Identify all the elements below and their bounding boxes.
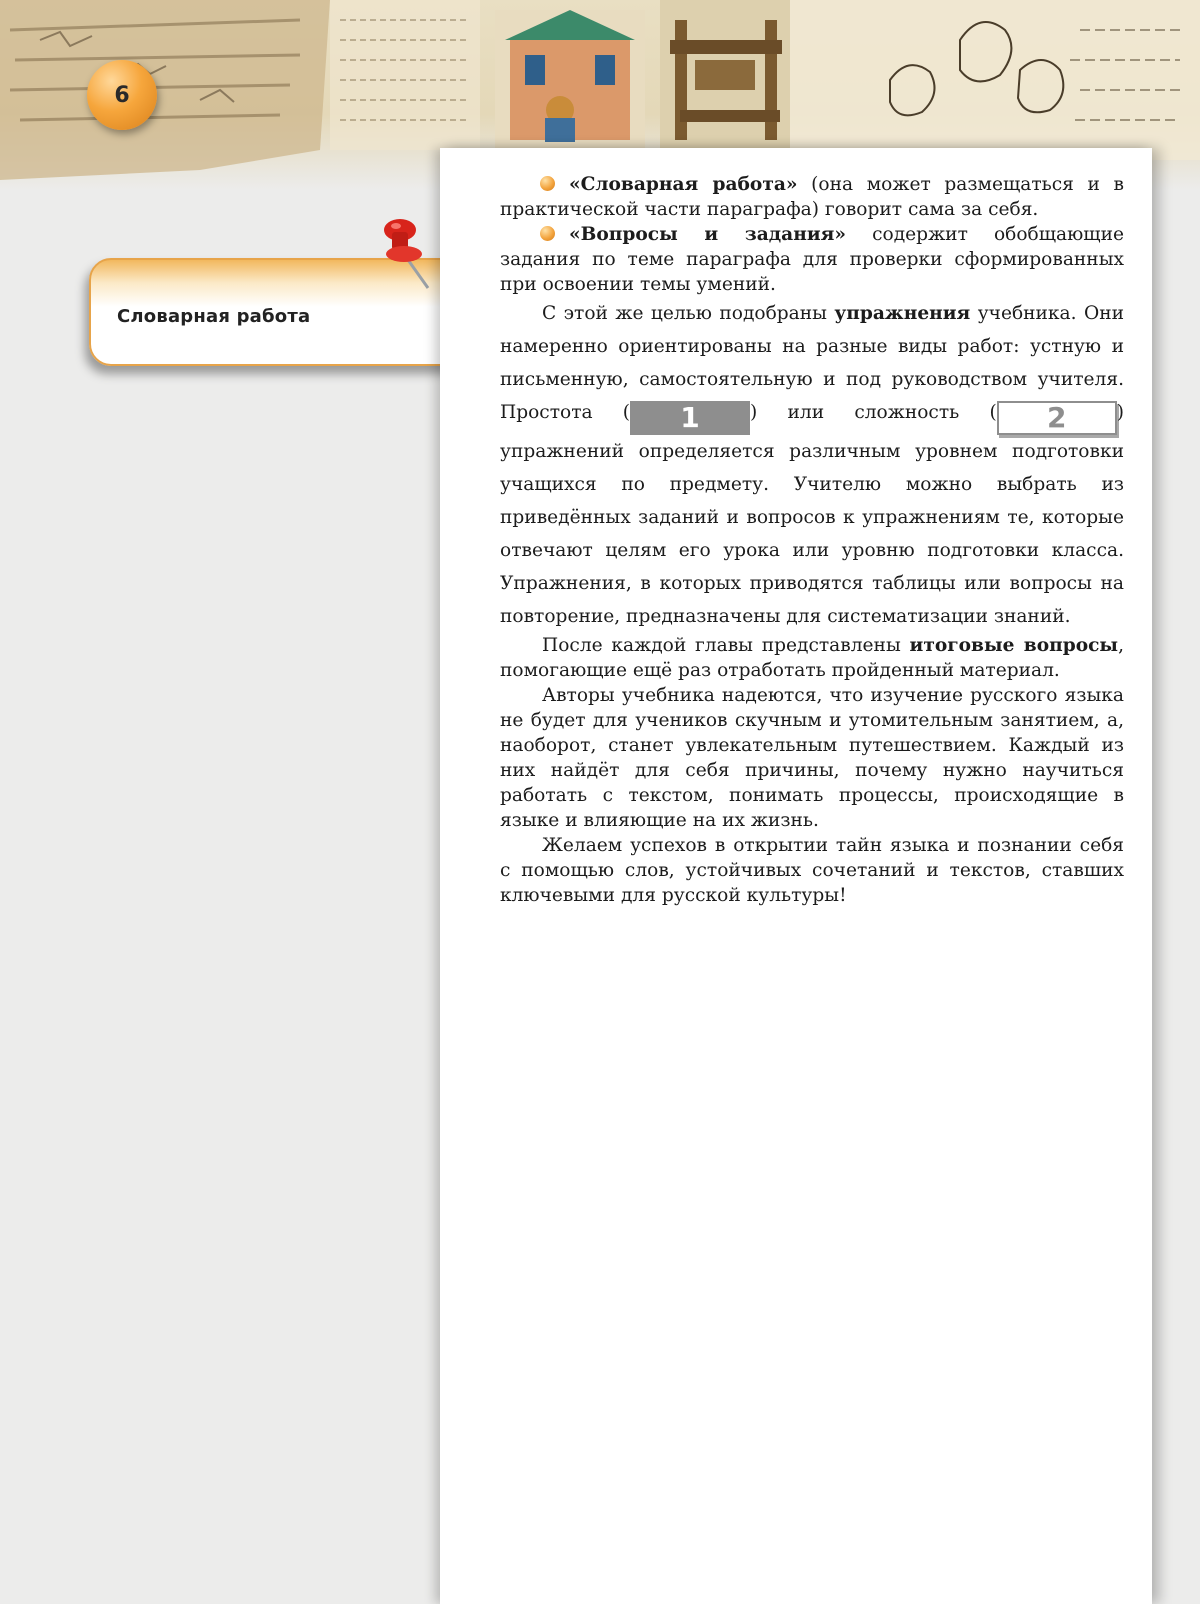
paragraph-text: , помогающие ещё раз отработать пройденный материал. [500, 635, 1124, 681]
paragraph-text: ) или сложность ( [750, 402, 997, 423]
paragraph-text: После каждой главы представлены [542, 635, 910, 656]
text-sheet [440, 148, 1152, 1604]
paragraph-final-questions [500, 633, 1124, 683]
term-final-questions: итоговые вопросы [909, 635, 1119, 656]
term-exercises: упражнения [834, 303, 971, 324]
paragraph-exercises [500, 297, 1124, 633]
paragraph-dictionary-work [500, 172, 1124, 222]
paragraph-text: С этой же целью подобраны [542, 303, 835, 324]
bullet-icon [540, 176, 555, 191]
difficulty-level-1-badge: 1 [630, 401, 750, 435]
paragraph-text: (она может размещаться и в практической части параграфа) говорит сама за себя. [500, 174, 1124, 220]
difficulty-level-2-badge: 2 [997, 401, 1117, 435]
paragraph-authors: Авторы учебника надеются, что изучение русского языка не будет для учеников скучным и утомительным занятием, а, наоборот, станет увлекательным путешествием. Каждый из них найдёт для себя причины, почему нужно научиться работать с текстом, понимать процессы, происходящие в языке и влияющие на их жизнь. [500, 685, 1124, 831]
paragraph-text: учебника. Они намеренно ориентированы на разные виды работ: устную и письменную, самостоятельную и под руководством учителя. Простота ( [500, 303, 1124, 423]
paragraph-text: ) упражнений определяется различным уровнем подготовки учащихся по предмету. Учителю можно выбрать из приведённых заданий и вопросов к упражнениям те, которые отвечают целям его урока или уровню подготовки класса. Упражнения, в которых приводятся таблицы или вопросы на повторение, предназначены для систематизации знаний. [500, 402, 1124, 627]
sticky-note-label: Словарная работа [117, 306, 311, 327]
paragraph-text: содержит обобщающие задания по теме параграфа для проверки сформированных при освоении темы умений. [500, 224, 1124, 295]
term-questions-tasks: «Вопросы и задания» [569, 224, 846, 245]
body-text [500, 172, 1124, 908]
pushpin-icon [378, 212, 438, 292]
bullet-icon [540, 226, 555, 241]
paragraph-questions [500, 222, 1124, 297]
term-dictionary-work: «Словарная работа» [569, 174, 798, 195]
paragraph-wishes: Желаем успехов в открытии тайн языка и познании себя с помощью слов, устойчивых сочетаний и текстов, ставших ключевыми для русской культуры! [500, 835, 1124, 906]
page-number-badge: 6 [87, 60, 157, 130]
